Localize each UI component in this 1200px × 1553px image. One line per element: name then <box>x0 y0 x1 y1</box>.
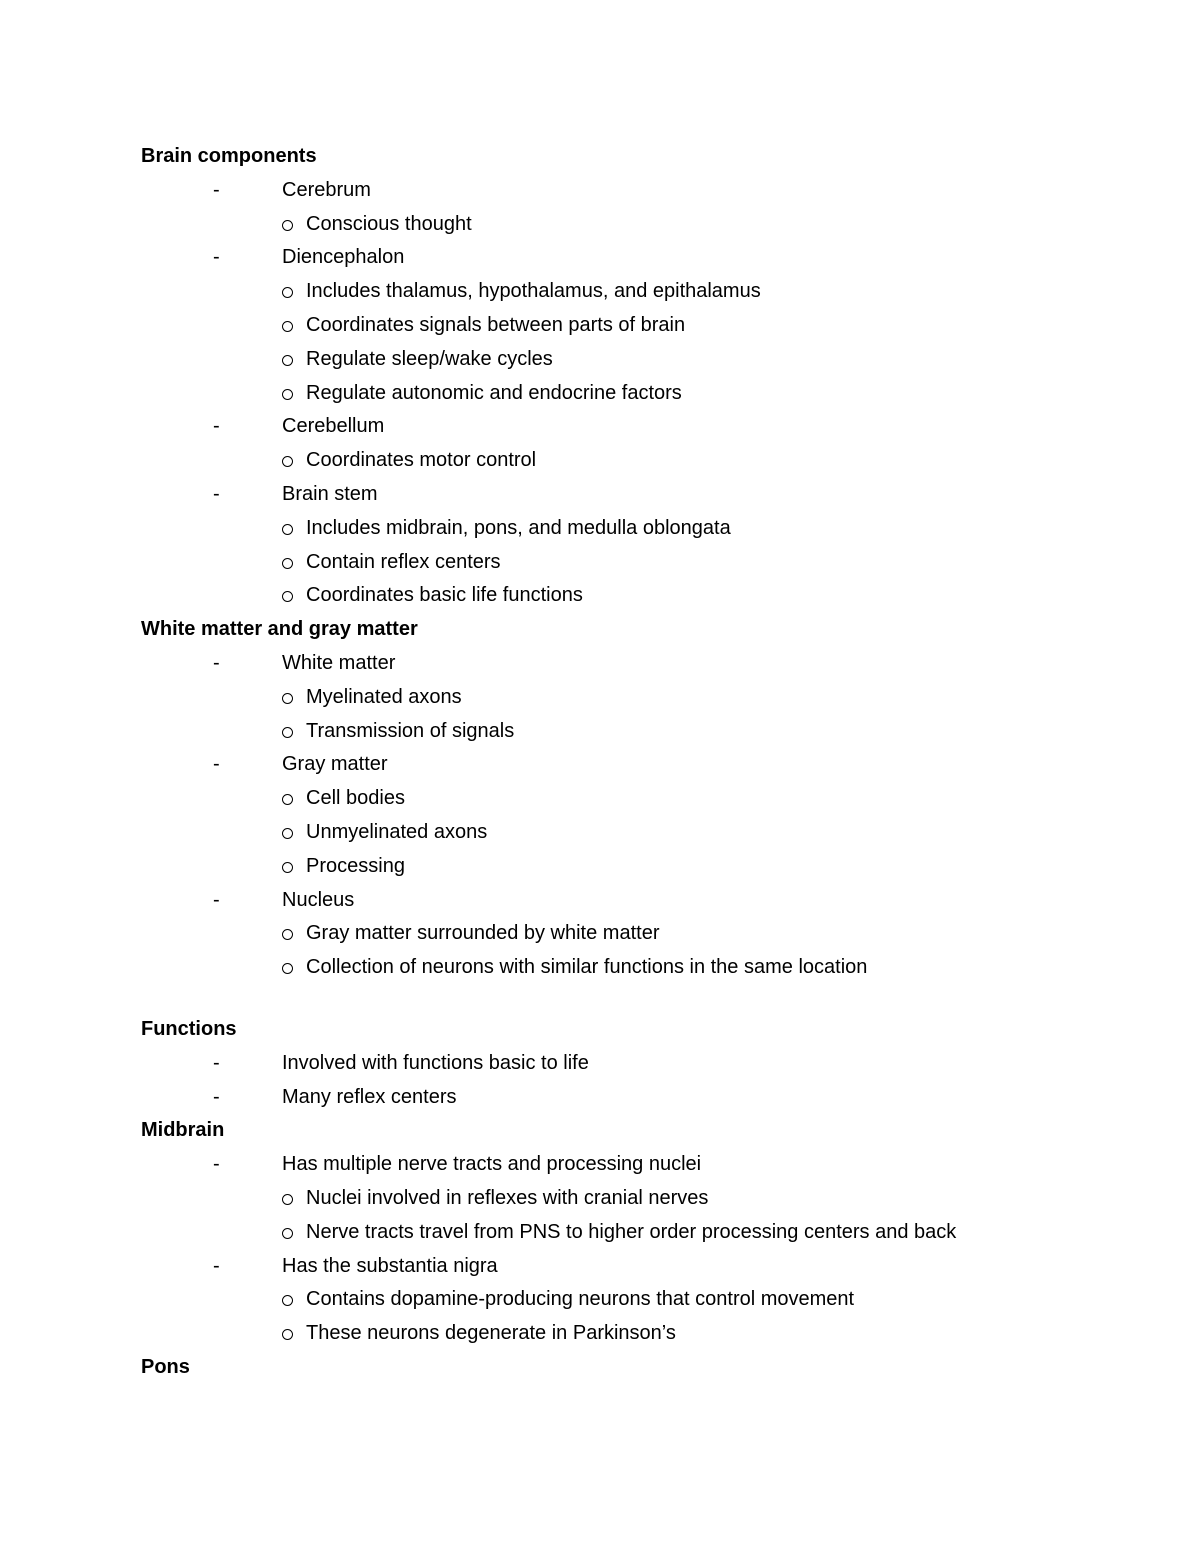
sub-bullet-text: Gray matter surrounded by white matter <box>306 922 660 945</box>
sub-bullet-item <box>141 782 1081 816</box>
sub-bullet-text: Myelinated axons <box>306 685 462 708</box>
sub-bullet-item <box>141 512 1081 546</box>
sub-bullet-item <box>141 1182 1081 1216</box>
sub-bullet-item <box>141 579 1081 613</box>
sub-bullet-item <box>141 444 1081 478</box>
section-heading: Midbrain <box>141 1119 225 1142</box>
sub-bullet-item <box>141 1317 1081 1351</box>
bullet-item <box>141 884 1081 918</box>
sub-bullet-text: Nuclei involved in reflexes with cranial nerves <box>306 1186 709 1209</box>
sub-bullet-text: Conscious thought <box>306 212 472 235</box>
bullet-item <box>141 410 1081 444</box>
bullet-text: Nucleus <box>282 888 355 911</box>
circle-bullet-icon <box>282 456 293 467</box>
bullet-text: Involved with functions basic to life <box>282 1051 589 1074</box>
circle-bullet-icon <box>282 1194 293 1205</box>
sub-bullet-item <box>141 377 1081 411</box>
bullet-item <box>141 241 1081 275</box>
bullet-text: White matter <box>282 651 396 674</box>
sub-bullet-text: Coordinates signals between parts of brain <box>306 313 686 336</box>
circle-bullet-icon <box>282 828 293 839</box>
circle-bullet-icon <box>282 929 293 940</box>
circle-bullet-icon <box>282 1295 293 1306</box>
bullet-item <box>141 1047 1081 1081</box>
sub-bullet-text: Coordinates motor control <box>306 449 537 472</box>
sub-bullet-text: Includes midbrain, pons, and medulla oblongata <box>306 516 731 539</box>
bullet-item <box>141 174 1081 208</box>
bullet-text: Has the substantia nigra <box>282 1254 498 1277</box>
bullet-text: Cerebrum <box>282 178 371 201</box>
dash-bullet-icon: - <box>213 1254 220 1277</box>
sub-bullet-item <box>141 951 1081 985</box>
section-heading: Functions <box>141 1017 237 1040</box>
sub-bullet-item <box>141 917 1081 951</box>
sub-bullet-text: Nerve tracts travel from PNS to higher order processing centers and back <box>306 1220 957 1243</box>
bullet-item <box>141 478 1081 512</box>
sub-bullet-item <box>141 546 1081 580</box>
bullet-text: Has multiple nerve tracts and processing nuclei <box>282 1153 702 1176</box>
circle-bullet-icon <box>282 355 293 366</box>
sub-bullet-text: Transmission of signals <box>306 719 515 742</box>
sub-bullet-item <box>141 715 1081 749</box>
dash-bullet-icon: - <box>213 482 220 505</box>
sub-bullet-text: Unmyelinated axons <box>306 820 488 843</box>
sub-bullet-text: Contain reflex centers <box>306 550 501 573</box>
bullet-item <box>141 1081 1081 1115</box>
sub-bullet-item <box>141 309 1081 343</box>
circle-bullet-icon <box>282 794 293 805</box>
sub-bullet-text: Cell bodies <box>306 787 405 810</box>
circle-bullet-icon <box>282 963 293 974</box>
bullet-text: Diencephalon <box>282 246 405 269</box>
sub-bullet-item <box>141 343 1081 377</box>
sub-bullet-item <box>141 816 1081 850</box>
section-heading: Brain components <box>141 145 317 167</box>
circle-bullet-icon <box>282 287 293 298</box>
sub-bullet-text: Regulate sleep/wake cycles <box>306 347 553 370</box>
section-heading: White matter and gray matter <box>141 618 418 641</box>
sub-bullet-text: Collection of neurons with similar functions in the same location <box>306 956 868 979</box>
sub-bullet-item <box>141 208 1081 242</box>
sub-bullet-text: Includes thalamus, hypothalamus, and epithalamus <box>306 280 761 303</box>
bullet-text: Gray matter <box>282 753 388 776</box>
circle-bullet-icon <box>282 693 293 704</box>
circle-bullet-icon <box>282 524 293 535</box>
circle-bullet-icon <box>282 1228 293 1239</box>
bullet-text: Cerebellum <box>282 415 385 438</box>
circle-bullet-icon <box>282 220 293 231</box>
dash-bullet-icon: - <box>213 246 220 269</box>
dash-bullet-icon: - <box>213 415 220 438</box>
dash-bullet-icon: - <box>213 888 220 911</box>
sub-bullet-text: Regulate autonomic and endocrine factors <box>306 381 682 404</box>
dash-bullet-icon: - <box>213 753 220 776</box>
bullet-text: Many reflex centers <box>282 1085 457 1108</box>
dash-bullet-icon: - <box>213 651 220 674</box>
sub-bullet-text: Coordinates basic life functions <box>306 584 583 607</box>
dash-bullet-icon: - <box>213 1051 220 1074</box>
sub-bullet-item <box>141 681 1081 715</box>
bullet-item <box>141 1250 1081 1284</box>
sub-bullet-text: Contains dopamine-producing neurons that control movement <box>306 1288 855 1311</box>
bullet-item <box>141 748 1081 782</box>
section-heading: Pons <box>141 1355 190 1378</box>
sub-bullet-text: These neurons degenerate in Parkinson’s <box>306 1322 676 1345</box>
circle-bullet-icon <box>282 1329 293 1340</box>
bullet-item <box>141 1148 1081 1182</box>
circle-bullet-icon <box>282 862 293 873</box>
sub-bullet-item <box>141 1283 1081 1317</box>
dash-bullet-icon: - <box>213 1085 220 1108</box>
circle-bullet-icon <box>282 591 293 602</box>
circle-bullet-icon <box>282 389 293 400</box>
sub-bullet-item <box>141 275 1081 309</box>
bullet-text: Brain stem <box>282 482 378 505</box>
dash-bullet-icon: - <box>213 1153 220 1176</box>
sub-bullet-text: Processing <box>306 854 405 877</box>
blank-line <box>141 985 1081 1013</box>
sub-bullet-item <box>141 850 1081 884</box>
circle-bullet-icon <box>282 727 293 738</box>
dash-bullet-icon: - <box>213 178 220 201</box>
bullet-item <box>141 647 1081 681</box>
sub-bullet-item <box>141 1216 1081 1250</box>
document-body <box>141 140 1081 1385</box>
circle-bullet-icon <box>282 321 293 332</box>
circle-bullet-icon <box>282 558 293 569</box>
